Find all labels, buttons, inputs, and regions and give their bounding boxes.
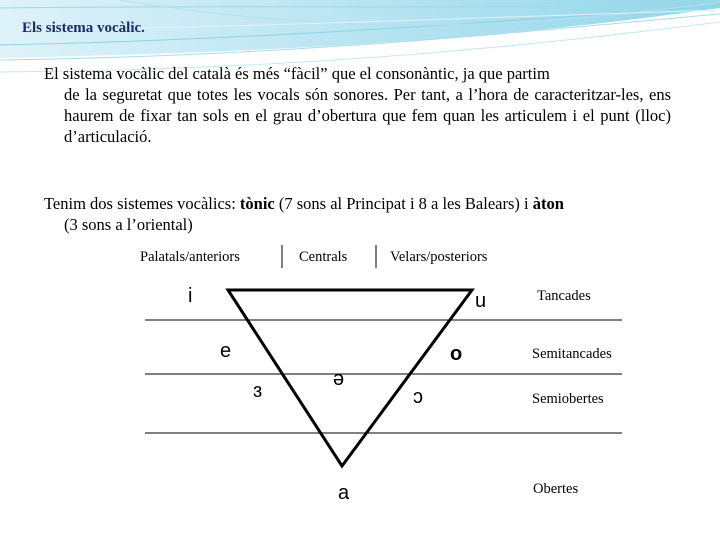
vowel-i: i <box>188 285 193 307</box>
vowel-open-o: ɔ <box>413 386 423 408</box>
systems-rest: (3 sons a l’oriental) <box>64 215 193 234</box>
row-label-obertes: Obertes <box>533 481 579 497</box>
row-label-semiobertes: Semiobertes <box>532 391 604 407</box>
slide-title: Els sistema vocàlic. <box>22 20 145 36</box>
term-tonic: tònic <box>239 194 275 213</box>
systems-middle: (7 sons al Principat i 8 a les Balears) i <box>274 194 533 213</box>
term-aton: àton <box>532 194 564 213</box>
row-label-semitancades: Semitancades <box>532 346 612 362</box>
column-label-centrals: Centrals <box>299 249 348 265</box>
vowel-schwa: ə <box>333 368 345 390</box>
paragraph-intro-line1: El sistema vocàlic del català és més “fàcil” que el consonàntic, ja que partim <box>44 64 550 83</box>
vowel-u: u <box>475 290 487 312</box>
vowel-triangle <box>228 290 472 466</box>
vowel-a: a <box>338 482 350 504</box>
paragraph-intro-rest: de la seguretat que totes les vocals són sonores. Per tant, a l’hora de caracteritzar-les, ens haurem de fixar tan sols en el grau d’obertura que fem quan les articulem i el punt (lloc) d’articulació. <box>64 85 671 146</box>
column-label-velars: Velars/posteriors <box>390 249 488 265</box>
systems-intro: Tenim dos sistemes vocàlics: <box>44 194 240 213</box>
column-label-palatals: Palatals/anteriors <box>140 249 240 265</box>
vowel-open-e: ɜ <box>253 380 263 402</box>
vowel-o: o <box>450 343 463 365</box>
vowel-e: e <box>220 340 232 362</box>
row-label-tancades: Tancades <box>537 288 591 304</box>
